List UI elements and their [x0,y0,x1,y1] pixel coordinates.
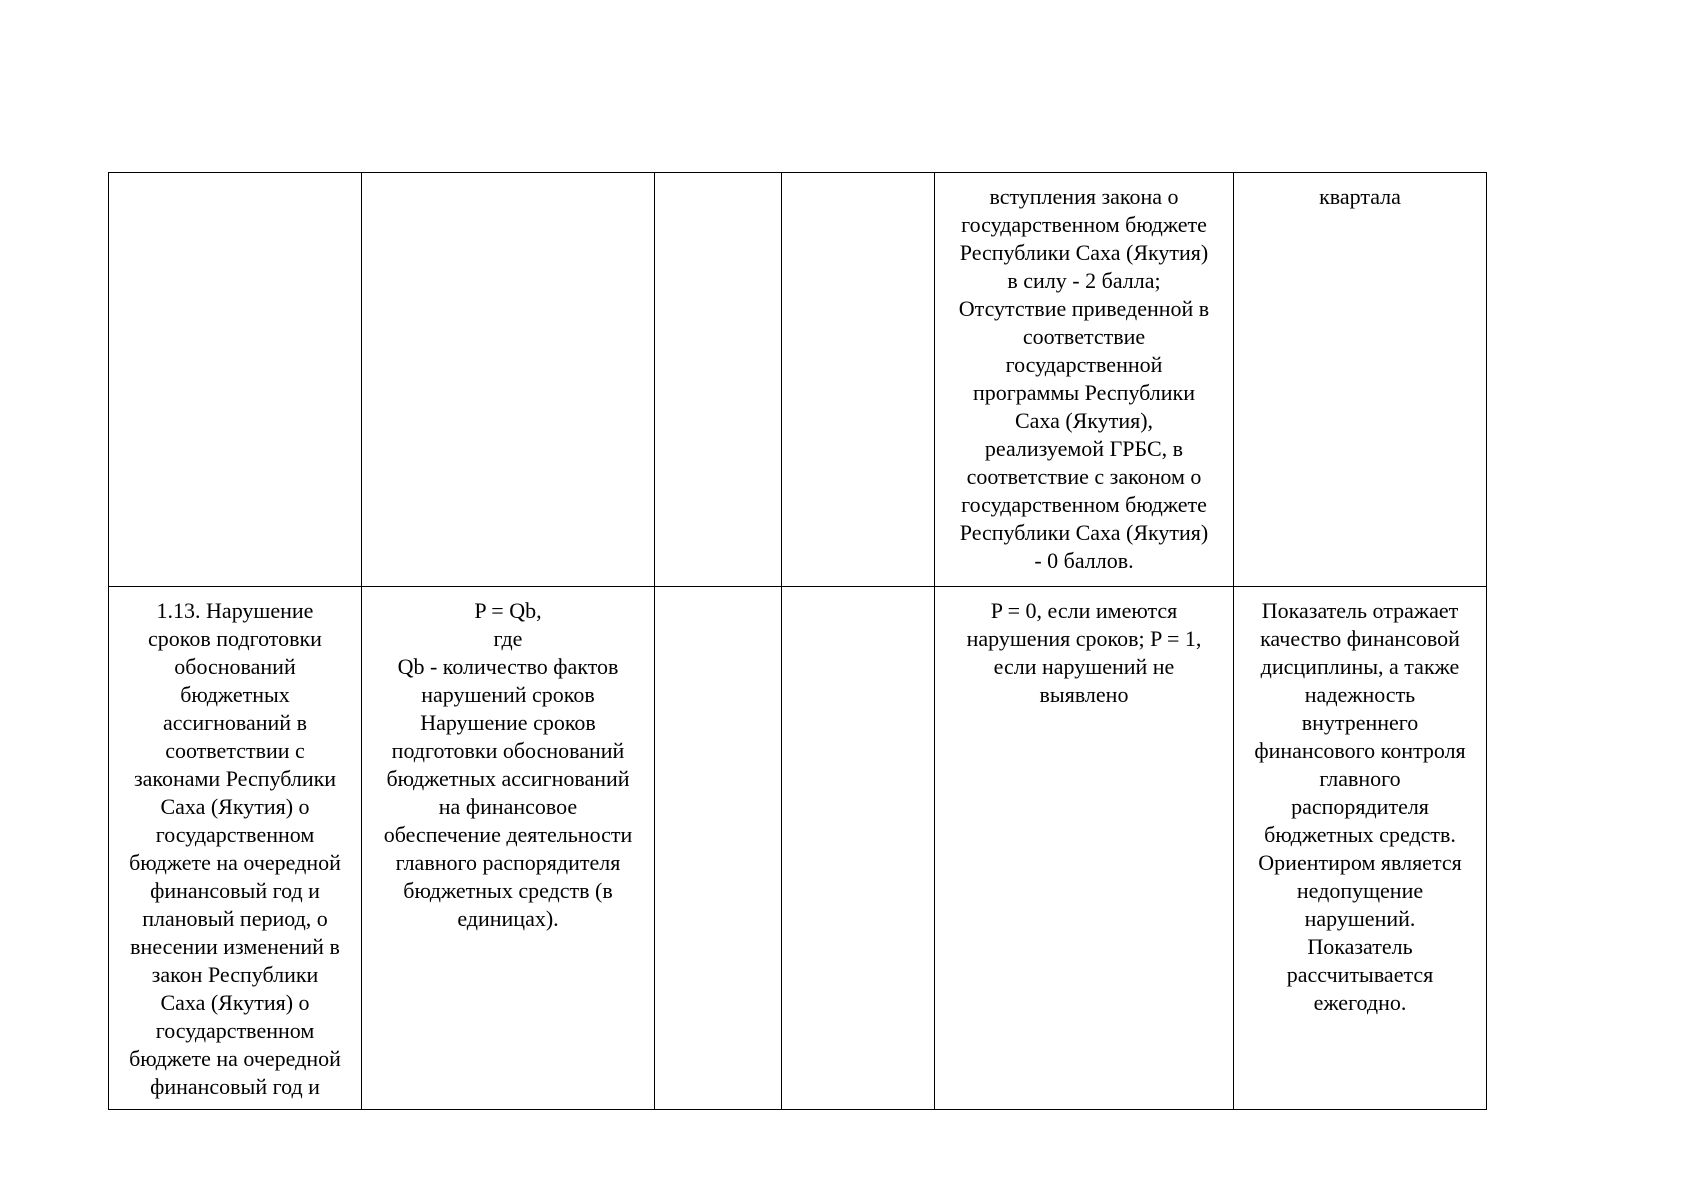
periodicity-cell: квартала [1234,173,1487,587]
formula-cell: P = Qb, где Qb - количество фактов нарушений сроков Нарушение сроков подготовки обоснований бюджетных ассигнований на финансовое обеспечение деятельности главного распорядителя бюджетных средств (в единицах). [362,587,655,1110]
table-row [109,173,1487,587]
table-cell [362,173,655,587]
scoring-criteria-cell: вступления закона о государственном бюджете Республики Саха (Якутия) в силу - 2 балла; Отсутствие приведенной в соответствие государственной программы Республики Саха (Якутия), реализуемой ГРБС, в соответствие с законом о государственном бюджете Республики Саха (Якутия) - 0 баллов. [935,173,1234,587]
indicator-table [108,172,1487,1110]
table-cell [782,587,935,1110]
table-cell [782,173,935,587]
table-cell [655,587,782,1110]
scoring-criteria-cell: P = 0, если имеются нарушения сроков; P = 1, если нарушений не выявлено [935,587,1234,1110]
table-row [109,587,1487,1110]
indicator-name-cell: 1.13. Нарушение сроков подготовки обоснований бюджетных ассигнований в соответствии с законами Республики Саха (Якутия) о государственном бюджете на очередной финансовый год и плановый период, о внесении изменений в закон Республики Саха (Якутия) о государственном бюджете на очередной финансовый год и [109,587,362,1110]
table-cell [655,173,782,587]
table-cell [109,173,362,587]
comment-cell: Показатель отражает качество финансовой дисциплины, а также надежность внутреннего финансового контроля главного распорядителя бюджетных средств. Ориентиром является недопущение нарушений. Показатель рассчитывается ежегодно. [1234,587,1487,1110]
